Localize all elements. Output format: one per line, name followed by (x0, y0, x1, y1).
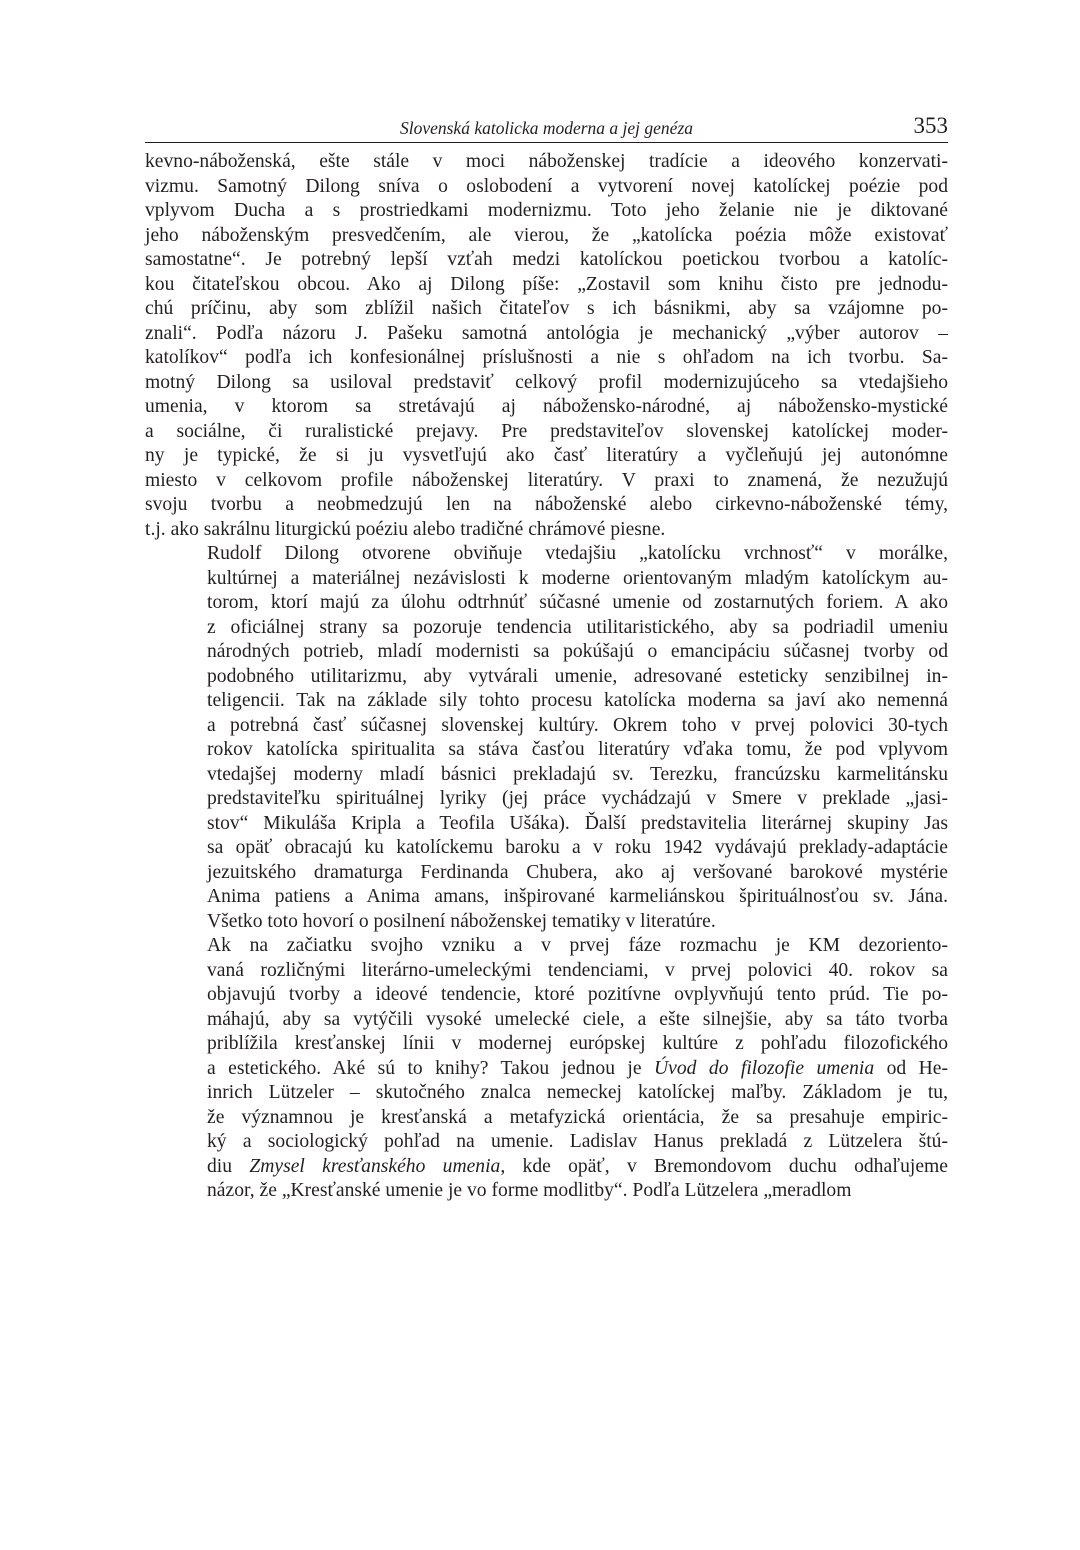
text-line: inrich Lützeler – skutočného znalca nemeckej katolíckej maľby. Základom je tu, (207, 1082, 948, 1103)
text-line: že významnou je kresťanská a metafyzická orientácia, že sa presahuje empiric- (207, 1106, 948, 1128)
text-line: vplyvom Ducha a s prostriedkami modernizmu. Toto jeho želanie nie je diktované (145, 200, 948, 221)
text-line: podobného utilitarizmu, aby vytvárali umenie, adresované esteticky senzibilnej in- (207, 665, 948, 687)
book-title: Úvod do filozofie umenia (654, 1057, 875, 1079)
text-line: Rudolf Dilong otvorene obviňuje vtedajšiu „katolícku vrchnosť“ v morálke, (207, 543, 948, 564)
text-line: diu Zmysel kresťanského umenia, kde opäť, v Bremondovom duchu odhaľujeme (207, 1155, 948, 1177)
text-line: sa opäť obracajú ku katolíckemu baroku a v roku 1942 vydávajú preklady-adaptácie (207, 837, 948, 858)
text-line: objavujú tvorby a ideové tendencie, ktoré pozitívne ovplyvňujú tento prúd. Tie po- (207, 984, 948, 1005)
paragraph-1 (145, 150, 948, 542)
text-line: Anima patiens a Anima amans, inšpirované karmeliánskou špirituálnosťou sv. Jána. (207, 886, 948, 907)
text-line: samostatne“. Je potrebný lepší vzťah medzi katolíckou poetickou tvorbou a katolíc- (145, 249, 948, 270)
text-line: chú príčinu, aby som zblížil našich čitateľov s ich básnikmi, aby sa vzájomne po- (145, 298, 948, 319)
text-line: Všetko toto hovorí o posilnení náboženskej tematiky v literatúre. (207, 910, 716, 932)
text-line: a estetického. Aké sú to knihy? Takou jednou je Úvod do filozofie umenia od He- (207, 1057, 949, 1079)
text-line: katolíkov“ podľa ich konfesionálnej príslušnosti a nie s ohľadom na ich tvorbu. Sa- (145, 347, 948, 368)
text-line: torom, ktorí majú za úlohu odtrhnúť súčasné umenie od zostarnutých foriem. A ako (207, 592, 948, 613)
text-line: názor, že „Kresťanské umenie je vo forme modlitby“. Podľa Lützelera „meradlom (207, 1180, 852, 1201)
running-title: Slovenská katolicka moderna a jej genéza (399, 118, 694, 138)
text-line: kou čitateľskou obcou. Ako aj Dilong píše: „Zostavil som knihu čisto pre jednodu- (145, 273, 948, 295)
text-line: miesto v celkovom profile náboženskej literatúry. V praxi to znamená, že nezužujú (145, 469, 948, 491)
text-line: jezuitského dramaturga Ferdinanda Chubera, ako aj veršované barokové mystérie (207, 861, 948, 883)
page-number: 353 (913, 113, 948, 138)
text-line: rokov katolícka spiritualita sa stáva časťou literatúry vďaka tomu, že pod vplyvom (207, 739, 948, 760)
text-line: kevno-náboženská, ešte stále v moci náboženskej tradície a ideového konzervati- (145, 151, 948, 172)
running-header (145, 112, 948, 143)
text-line: motný Dilong sa usiloval predstaviť celkový profil modernizujúceho sa vtedajšieho (145, 371, 948, 393)
text-line: ký a sociologický pohľad na umenie. Ladislav Hanus prekladá z Lützelera štú- (207, 1131, 948, 1152)
body-text (145, 150, 948, 1204)
text-line: máhajú, aby sa vytýčili vysoké umelecké ciele, a ešte silnejšie, aby sa táto tvorba (207, 1008, 948, 1030)
text-line: jeho náboženským presvedčením, ale vierou, že „katolícka poézia môže existovať (145, 224, 948, 246)
text-line: znali“. Podľa názoru J. Pašeku samotná antológia je mechanický „výber autorov – (145, 322, 948, 344)
text-line: Ak na začiatku svojho vzniku a v prvej fáze rozmachu je KM dezoriento- (207, 935, 948, 956)
text-line: predstaviteľku spirituálnej lyriky (jej práce vychádzajú v Smere v preklade „jasi- (207, 788, 948, 809)
text-line: vaná rozličnými literárno-umeleckými tendenciami, v prvej polovici 40. rokov sa (207, 959, 948, 981)
book-title: Zmysel kresťanského umenia (249, 1155, 501, 1177)
text-line: teligencii. Tak na základe sily tohto procesu katolícka moderna sa javí ako nemenná (207, 690, 948, 711)
text-line: umenia, v ktorom sa stretávajú aj nábožensko-národné, aj nábožensko-mystické (145, 396, 948, 417)
text-line: národných potrieb, mladí modernisti sa pokúšajú o emancipáciu súčasnej tvorby od (207, 641, 948, 662)
text-line: vtedajšej moderny mladí básnici prekladajú sv. Terezku, francúzsku karmelitánsku (207, 763, 948, 785)
text-line: ny je typické, že si ju vysvetľujú ako časť literatúry a vyčleňujú jej autonómne (145, 445, 948, 466)
text-line: vizmu. Samotný Dilong sníva o oslobodení a vytvorení novej katolíckej poézie pod (145, 175, 948, 197)
text-line: svoju tvorbu a neobmedzujú len na náboženské alebo cirkevno-náboženské témy, (145, 494, 948, 515)
text-line: t.j. ako sakrálnu liturgickú poéziu alebo tradičné chrámové piesne. (145, 518, 666, 540)
paragraph-3 (145, 934, 948, 1204)
text-line: kultúrnej a materiálnej nezávislosti k moderne orientovaným mladým katolíckym au- (207, 567, 948, 589)
text-line: stov“ Mikuláša Kripla a Teofila Ušáka). Ďalší predstavitelia literárnej skupiny Jas (207, 812, 948, 834)
text-line: a sociálne, či ruralistické prejavy. Pre predstaviteľov slovenskej katolíckej moder- (145, 420, 948, 442)
paragraph-2 (145, 542, 948, 934)
text-line: priblížila kresťanskej línii v modernej európskej kultúre z pohľadu filozofického (207, 1033, 948, 1054)
text-line: z oficiálnej strany sa pozoruje tendencia utilitaristického, aby sa podriadil umeniu (207, 616, 948, 638)
text-line: a potrebná časť súčasnej slovenskej kultúry. Okrem toho v prvej polovici 30-tych (207, 714, 948, 736)
page (145, 112, 948, 1204)
